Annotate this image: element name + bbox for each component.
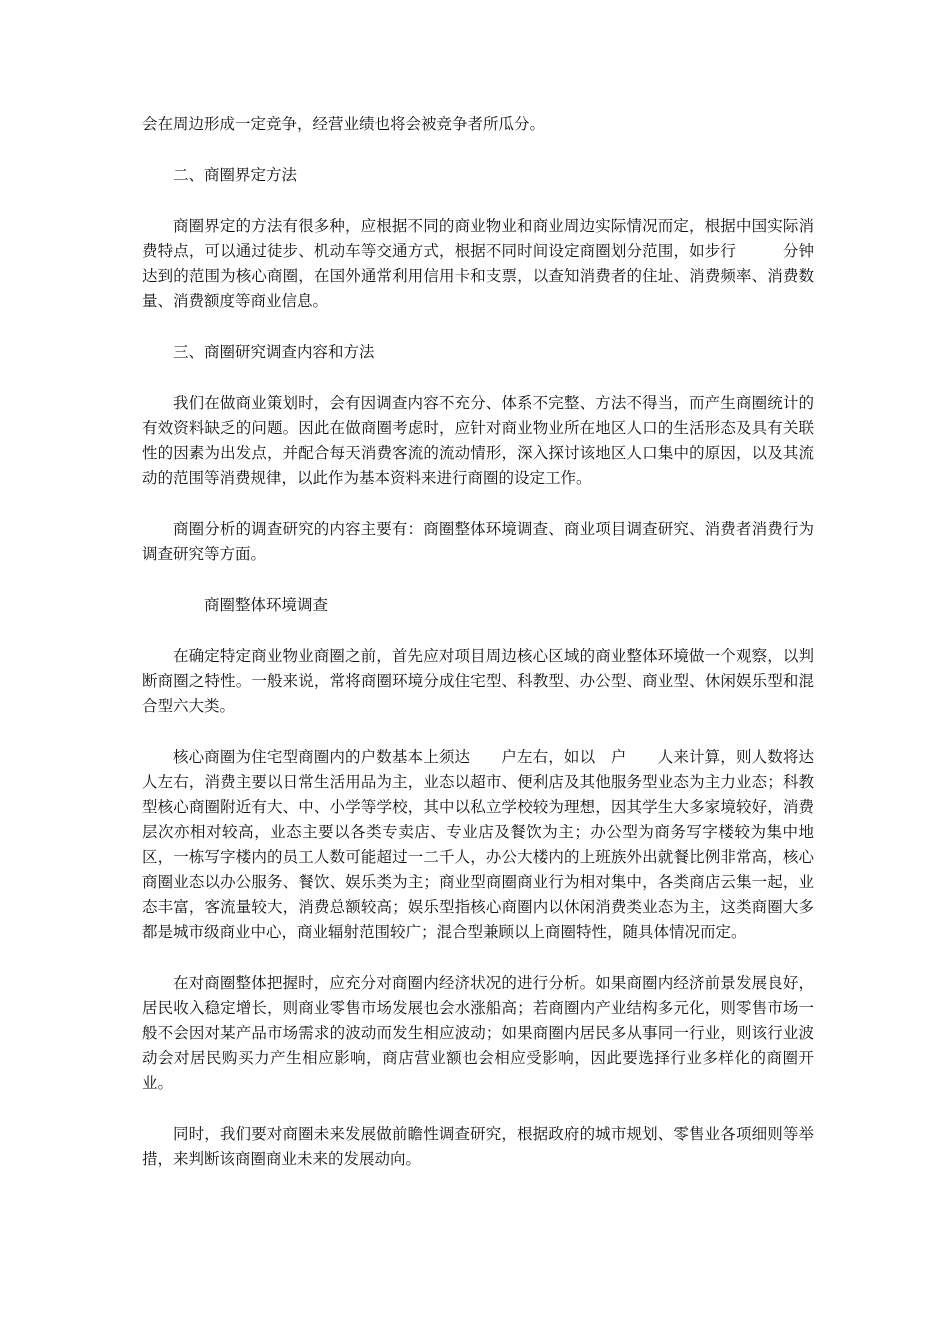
paragraph-method: 商圈界定的方法有很多种，应根据不同的商业物业和商业周边实际情况而定，根据中国实际消费特点，可以通过徒步、机动车等交通方式，根据不同时间设定商圈划分范围，如步行 分钟达到的范围为核心商圈，在国外通常利用信用卡和支票，以查知消费者的住址、消费频率、消费数量、消费额度等商业信息。 — [142, 217, 814, 310]
paragraph-economy: 在对商圈整体把握时，应充分对商圈内经济状况的进行分析。如果商圈内经济前景发展良好，居民收入稳定增长，则商业零售市场发展也会水涨船高；若商圈内产业结构多元化，则零售市场一般不会因对某产品市场需求的波动而发生相应波动；如果商圈内居民多从事同一行业，则该行业波动会对居民购买力产生相应影响，商店营业额也会相应受影响，因此要选择行业多样化的商圈开业。 — [142, 974, 814, 1092]
paragraph-future: 同时，我们要对商圈未来发展做前瞻性调查研究，根据政府的城市规划、零售业各项细则等举措，来判断该商圈商业未来的发展动向。 — [142, 1125, 814, 1168]
paragraph-research-2: 商圈分析的调查研究的内容主要有：商圈整体环境调查、商业项目调查研究、消费者消费行为调查研究等方面。 — [142, 520, 814, 563]
section-heading-method: 二、商圈界定方法 — [173, 166, 298, 184]
paragraph-environment-2: 核心商圈为住宅型商圈内的户数基本上须达 户左右，如以 户 人来计算，则人数将达 人左右，消费主要以日常生活用品为主，业态以超市、便利店及其他服务型业态为主力业态；科教型核心商圈附近有大、中、小学等学校，其中以私立学校较为理想，因其学生大多家境较好，消费层次亦相对较高，业态主要以各类专卖店、专业店及餐饮为主；办公型为商务写字楼较为集中地区，一栋写字楼内的员工人数可能超过一二千人，办公大楼内的上班族外出就餐比例非常高，核心商圈业态以办公服务、餐饮、娱乐类为主；商业型商圈商业行为相对集中，各类商店云集一起，业态丰富，客流量较大，消费总额较高；娱乐型指核心商圈内以休闲消费类业态为主，这类商圈大多都是城市级商业中心，商业辐射范围较广；混合型兼顾以上商圈特性，随具体情况而定。 — [142, 748, 846, 941]
document-page — [142, 112, 846, 1172]
subsection-heading-environment: 商圈整体环境调查 — [204, 596, 329, 614]
paragraph-continued: 会在周边形成一定竞争，经营业绩也将会被竞争者所瓜分。 — [142, 115, 546, 133]
paragraph-environment-1: 在确定特定商业物业商圈之前，首先应对项目周边核心区域的商业整体环境做一个观察，以判断商圈之特性。一般来说，常将商圈环境分成住宅型、科教型、办公型、商业型、休闲娱乐型和混合型六大类。 — [142, 647, 814, 715]
paragraph-research-1: 我们在做商业策划时，会有因调查内容不充分、体系不完整、方法不得当，而产生商圈统计的有效资料缺乏的问题。因此在做商圈考虑时，应针对商业物业所在地区人口的生活形态及具有关联性的因素为出发点，并配合每天消费客流的流动情形，深入探讨该地区人口集中的原因，以及其流动的范围等消费规律，以此作为基本资料来进行商圈的设定工作。 — [142, 394, 814, 487]
section-heading-research: 三、商圈研究调查内容和方法 — [173, 343, 375, 361]
